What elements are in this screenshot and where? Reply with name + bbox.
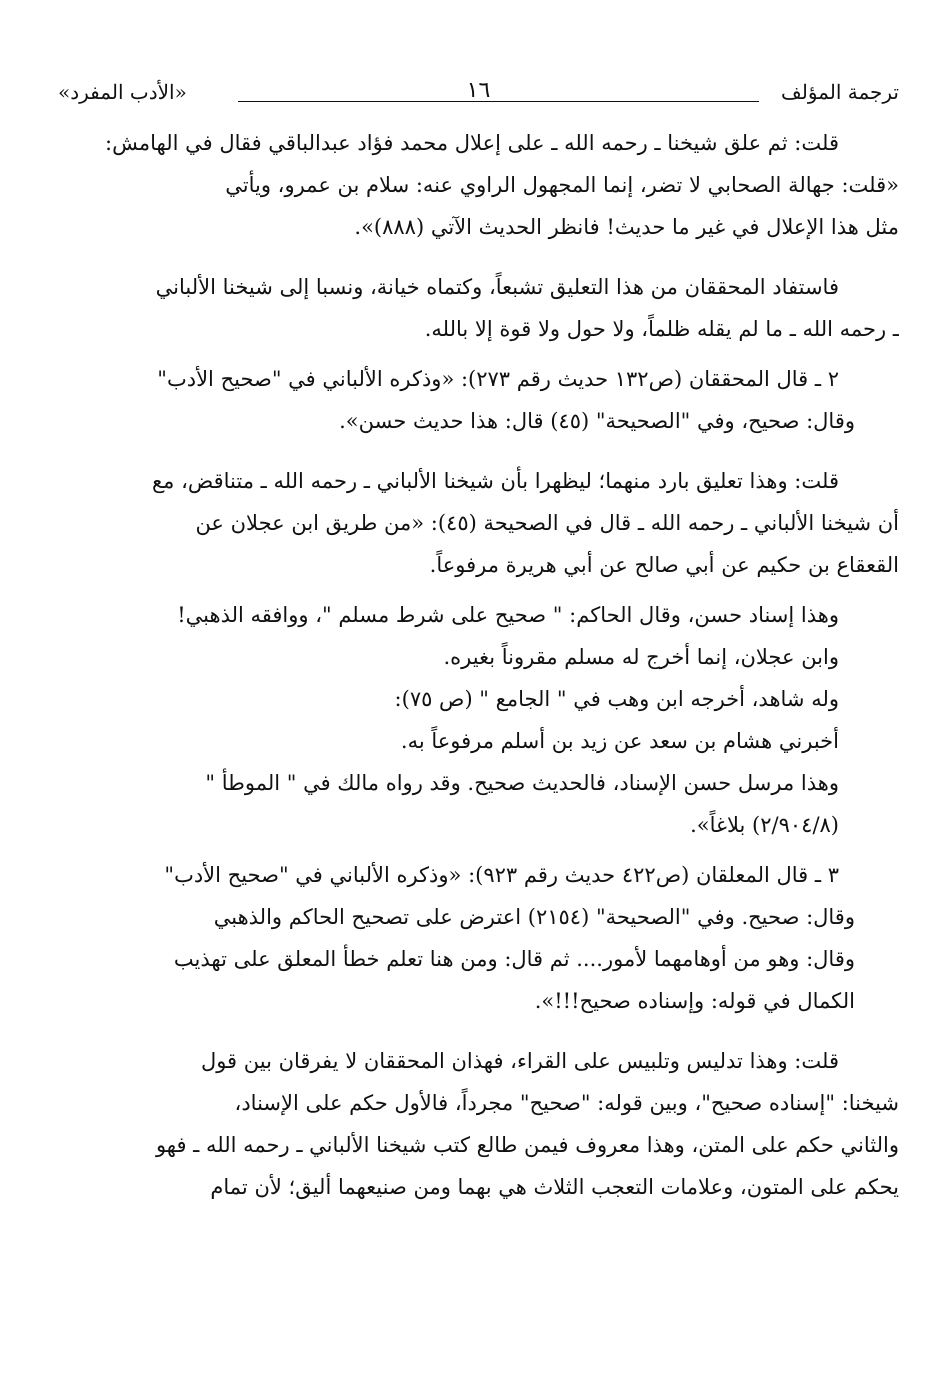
chapter-title: ترجمة المؤلف (781, 80, 899, 104)
page-number: ١٦ (466, 78, 491, 103)
text-line: شيخنا: "إسناده صحيح"، وبين قوله: "صحيح" مجرداً، فالأول حكم على الإسناد، (234, 1091, 899, 1115)
book-title: «الأدب المفرد» (58, 80, 187, 104)
text-line: قلت: وهذا تدليس وتلبيس على القراء، فهذان المحققان لا يفرقان بين قول (200, 1049, 839, 1073)
text-line: فاستفاد المحققان من هذا التعليق تشبعاً، وكتماه خيانة، ونسبا إلى شيخنا الألباني (155, 275, 839, 299)
text-line: (٢/٩٠٤/٨) بلاغاً». (690, 813, 839, 837)
text-line: وقال: وهو من أوهامهما لأمور.... ثم قال: ومن هنا تعلم خطأ المعلق على تهذيب (173, 947, 855, 971)
text-line: قلت: ثم علق شيخنا ـ رحمه الله ـ على إعلال محمد فؤاد عبدالباقي فقال في الهامش: (105, 131, 839, 155)
text-line: وابن عجلان، إنما أخرج له مسلم مقروناً بغيره. (443, 645, 839, 669)
paragraph-gap (52, 1022, 899, 1040)
paragraph-gap (52, 350, 899, 358)
text-line: وقال: صحيح، وفي "الصحيحة" (٤٥) قال: هذا حديث حسن». (339, 409, 855, 433)
text-line: أخبرني هشام بن سعد عن زيد بن أسلم مرفوعاً به. (400, 729, 839, 753)
numbered-item-line: ٣ ـ قال المعلقان (ص٤٢٢ حديث رقم ٩٢٣): «وذكره الألباني في "صحيح الأدب" (164, 863, 839, 887)
header-rule-left (238, 101, 493, 102)
text-line: والثاني حكم على المتن، وهذا معروف فيمن طالع كتب شيخنا الألباني ـ رحمه الله ـ فهو (155, 1133, 899, 1157)
text-line: وقال: صحيح. وفي "الصحيحة" (٢١٥٤) اعترض على تصحيح الحاكم والذهبي (213, 905, 855, 929)
text-line: الكمال في قوله: وإسناده صحيح!!!». (534, 989, 855, 1013)
numbered-item-line: ٢ ـ قال المحققان (ص١٣٢ حديث رقم ٢٧٣): «وذكره الألباني في "صحيح الأدب" (157, 367, 839, 391)
paragraph-gap (52, 248, 899, 266)
text-line: مثل هذا الإعلال في غير ما حديث! فانظر الحديث الآتي (٨٨٨)». (354, 215, 899, 239)
text-line: «قلت: جهالة الصحابي لا تضر، إنما المجهول الراوي عنه: سلام بن عمرو، ويأتي (225, 173, 899, 197)
paragraph-gap (52, 586, 899, 594)
paragraph-gap (52, 442, 899, 460)
text-line: أن شيخنا الألباني ـ رحمه الله ـ قال في الصحيحة (٤٥): «من طريق ابن عجلان عن (195, 511, 899, 535)
header-rule-right (484, 101, 759, 102)
text-line: وله شاهد، أخرجه ابن وهب في " الجامع " (ص ٧٥): (394, 687, 839, 711)
text-line: القعقاع بن حكيم عن أبي صالح عن أبي هريرة مرفوعاً. (429, 553, 899, 577)
paragraph-gap (52, 846, 899, 854)
text-line: وهذا إسناد حسن، وقال الحاكم: " صحيح على شرط مسلم "، ووافقه الذهبي! (177, 603, 839, 627)
running-header (58, 72, 899, 112)
text-line: قلت: وهذا تعليق بارد منهما؛ ليظهرا بأن شيخنا الألباني ـ رحمه الله ـ متناقض، مع (151, 469, 839, 493)
page-body (52, 122, 899, 1208)
text-line: وهذا مرسل حسن الإسناد، فالحديث صحيح. وقد رواه مالك في " الموطأ " (205, 771, 839, 795)
text-line: يحكم على المتون، وعلامات التعجب الثلاث هي بهما ومن صنيعهما أليق؛ لأن تمام (210, 1175, 899, 1199)
text-line: ـ رحمه الله ـ ما لم يقله ظلماً، ولا حول ولا قوة إلا بالله. (424, 317, 899, 341)
